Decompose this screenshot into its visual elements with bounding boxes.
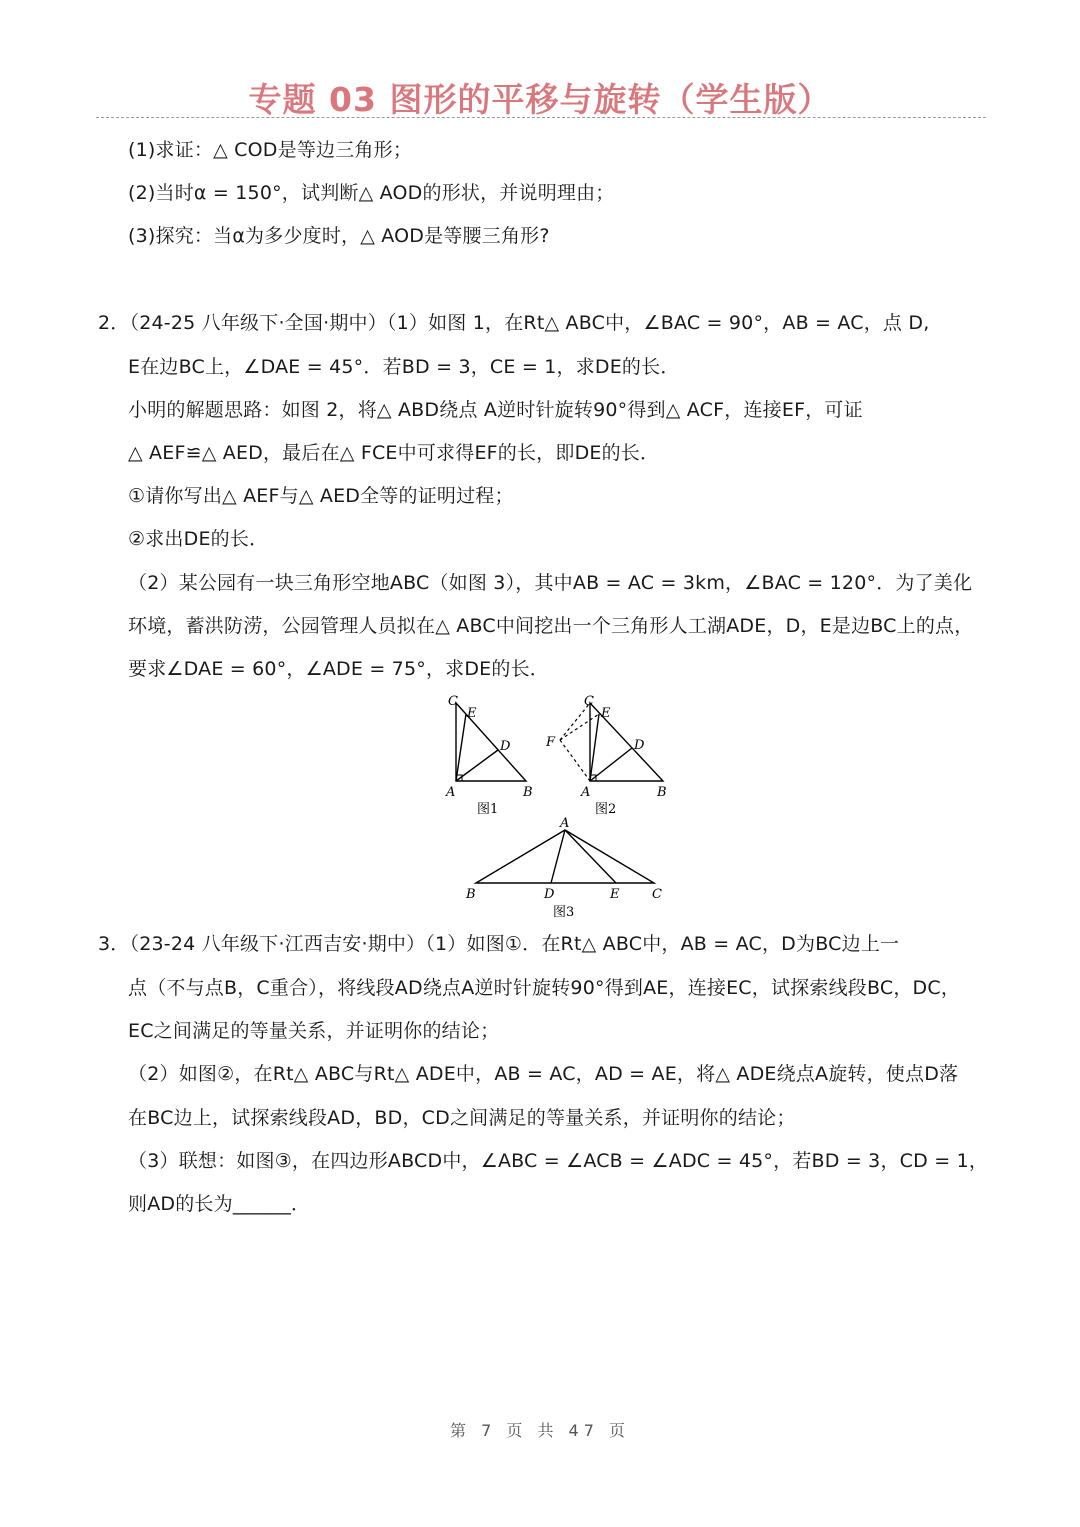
fig2-segment-ae [590, 714, 599, 781]
fig2-label-b: B [657, 785, 667, 800]
q2-line8: 环境，蓄洪防涝，公园管理人员拟在△ ABC中间挖出一个三角形人工湖ADE，D，E是边BC上的点， [128, 615, 974, 637]
q3-line3: EC之间满足的等量关系，并证明你的结论； [128, 1020, 500, 1042]
q2-line2: E在边BC上，∠DAE = 45°．若BD = 3，CE = 1，求DE的长． [128, 356, 680, 378]
fig3-label-c: C [652, 887, 662, 902]
figure-1 [430, 690, 550, 820]
q3-line2: 点（不与点B，C重合），将线段AD绕点A逆时针旋转90°得到AE，连接EC，试探索线段BC，DC， [128, 977, 961, 999]
fig2-caption: 图2 [595, 802, 617, 817]
q1-part2: (2)当时α = 150°，试判断△ AOD的形状，并说明理由； [128, 182, 615, 204]
q2-line6: ②求出DE的长． [128, 528, 269, 550]
figure-3 [455, 812, 670, 922]
fig2-label-c: C [584, 694, 594, 709]
q1-part3: (3)探究：当α为多少度时，△ AOD是等腰三角形? [128, 225, 550, 247]
title-divider [96, 117, 986, 118]
q3-line7: 则AD的长为______． [128, 1193, 311, 1215]
q2-line5: ①请你写出△ AEF与△ AED全等的证明过程； [128, 485, 514, 507]
fig1-segment-ae [456, 714, 466, 781]
fig2-label-a: A [581, 785, 591, 800]
figure-2 [540, 690, 680, 820]
q3-line6: （3）联想：如图③，在四边形ABCD中，∠ABC = ∠ACB = ∠ADC = 45°，若BD = 3，CD = 1， [128, 1150, 989, 1172]
fig1-label-a: A [446, 785, 456, 800]
fig2-label-d: D [634, 738, 645, 753]
fig2-label-e: E [601, 706, 611, 721]
fig3-label-b: B [466, 887, 476, 902]
fig1-label-b: B [523, 785, 533, 800]
fig3-label-a: A [560, 816, 570, 831]
q3-line5: 在BC边上，试探索线段AD，BD，CD之间满足的等量关系，并证明你的结论； [128, 1107, 796, 1129]
fig2-segment-fe [560, 714, 599, 740]
fig3-caption: 图3 [553, 905, 575, 920]
fig2-segment-fa [560, 740, 590, 781]
fig3-label-d: D [544, 887, 555, 902]
q3-line1: 3．（23-24 八年级下·江西吉安·期中）（1）如图①．在Rt△ ABC中，AB = AC，D为BC边上一 [98, 933, 900, 955]
q2-line3: 小明的解题思路：如图 2，将△ ABD绕点 A逆时针旋转90°得到△ ACF，连接EF，可证 [128, 399, 863, 421]
fig1-label-e: E [467, 706, 477, 721]
fig1-label-c: C [448, 694, 458, 709]
page-number: 第 7 页 共 47 页 [450, 1421, 630, 1440]
fig1-label-d: D [500, 739, 511, 754]
q1-part1: (1)求证：△ COD是等边三角形； [128, 139, 413, 161]
fig3-segment-ad [551, 830, 565, 883]
q2-line9: 要求∠DAE = 60°，∠ADE = 75°，求DE的长． [128, 658, 549, 680]
q2-line1: 2．（24-25 八年级下·全国·期中）（1）如图 1，在Rt△ ABC中，∠BAC = 90°，AB = AC，点 D, [98, 312, 930, 334]
page-title: 专题 03 图形的平移与旋转（学生版） [248, 80, 832, 119]
fig1-caption: 图1 [477, 802, 499, 817]
q2-line4: △ AEF≌△ AED，最后在△ FCE中可求得EF的长，即DE的长． [128, 442, 660, 464]
fig3-label-e: E [610, 887, 620, 902]
fig3-triangle-abc [476, 830, 654, 883]
q3-line4: （2）如图②，在Rt△ ABC与Rt△ ADE中，AB = AC，AD = AE，将△ ADE绕点A旋转，使点D落 [128, 1063, 959, 1085]
q2-line7: （2）某公园有一块三角形空地ABC（如图 3），其中AB = AC = 3km，∠BAC = 120°．为了美化 [128, 572, 973, 594]
fig2-label-f: F [546, 735, 556, 750]
